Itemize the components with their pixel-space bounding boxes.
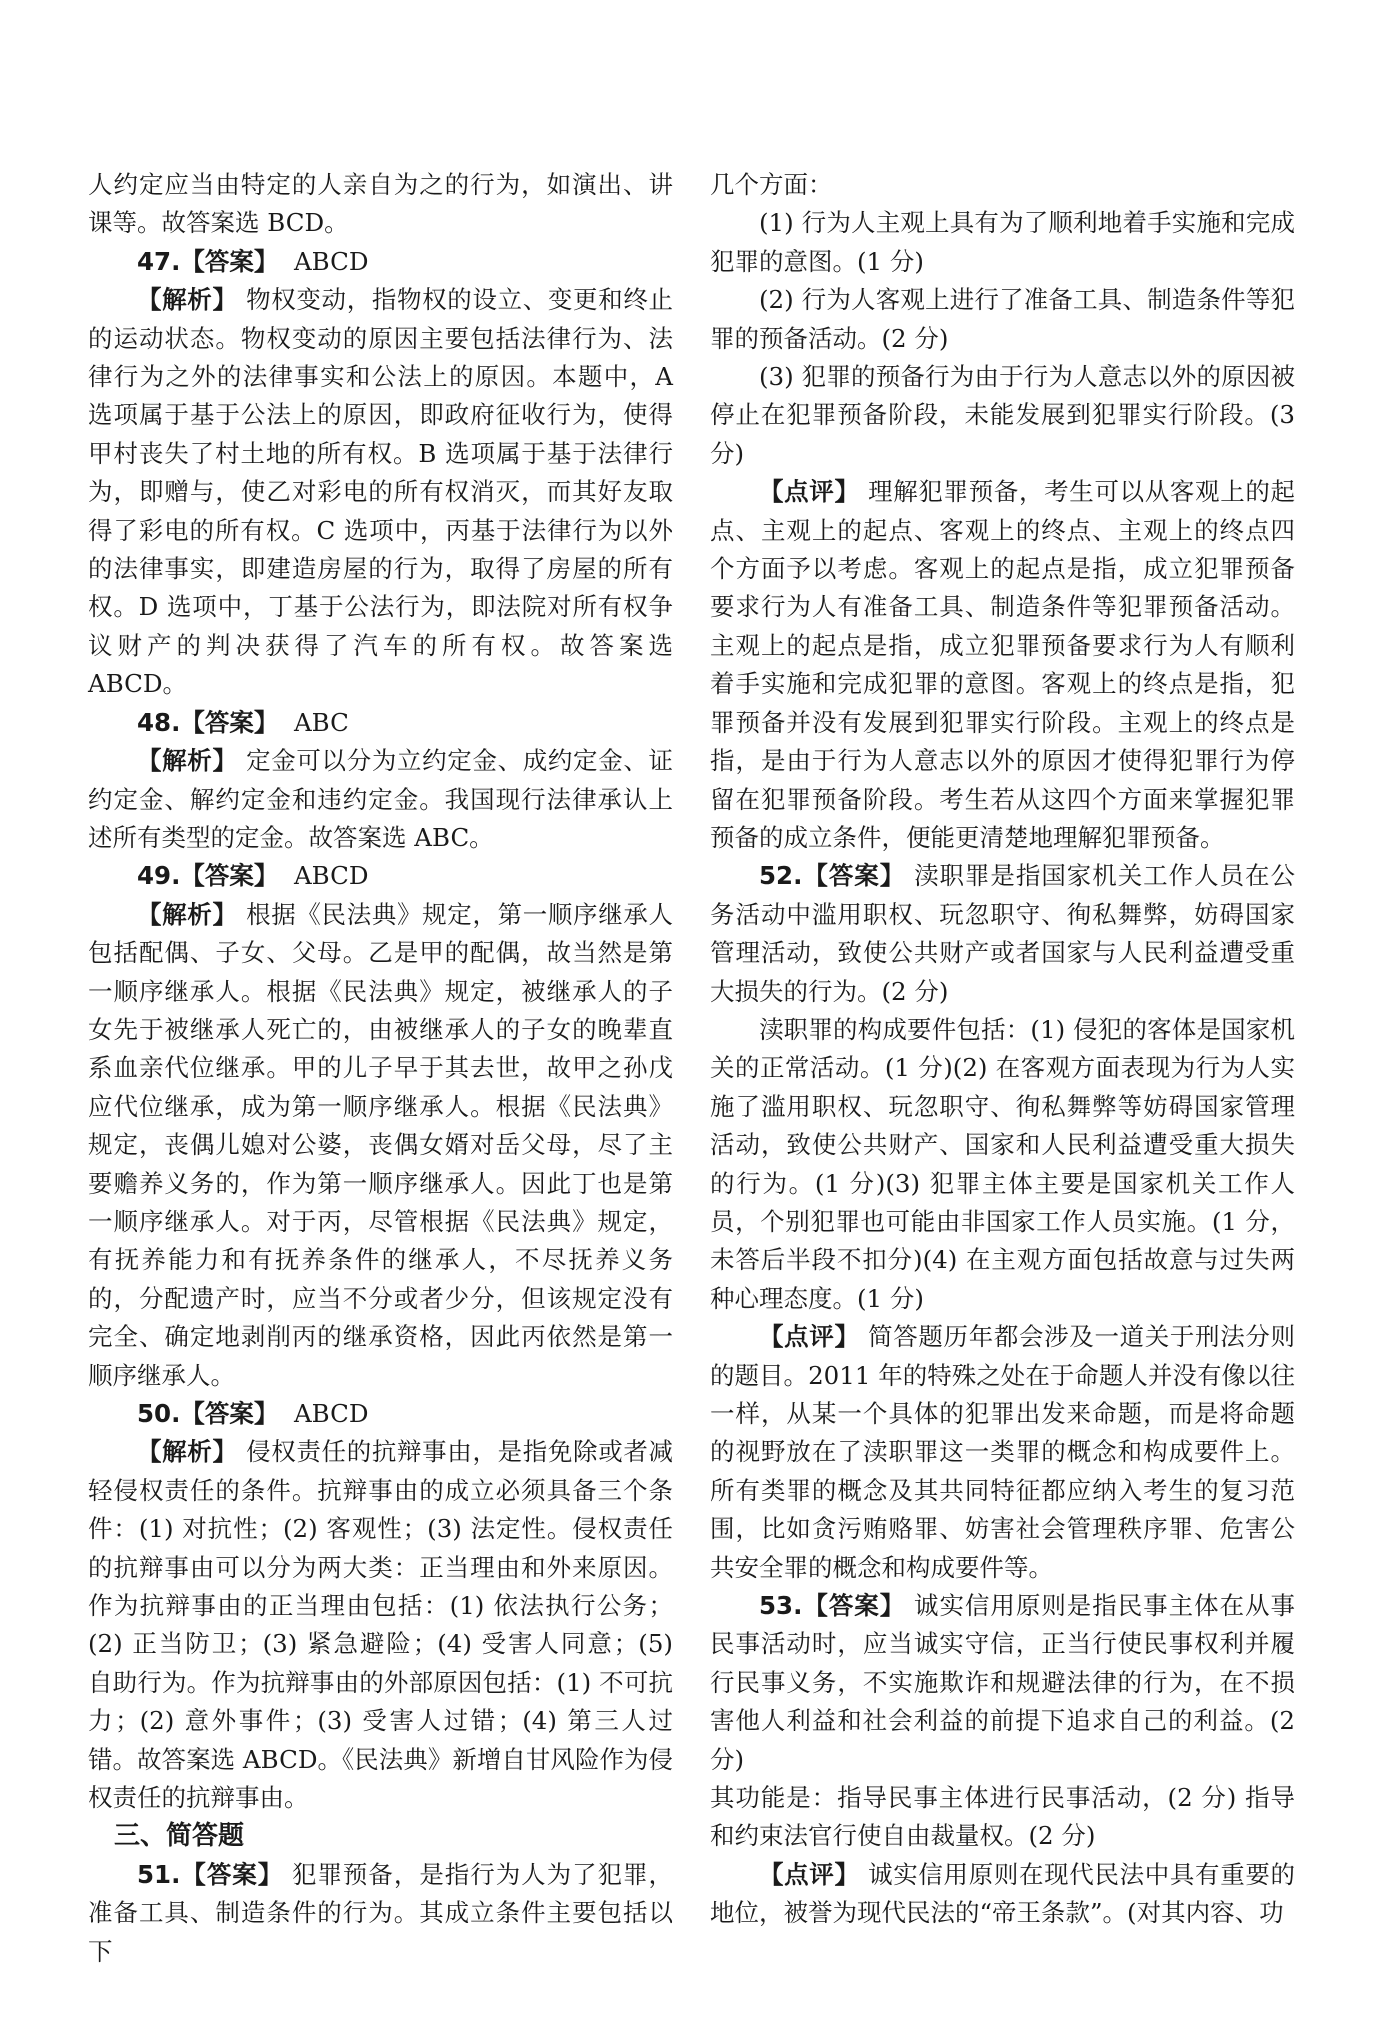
explanation-47 <box>88 281 673 703</box>
comment-53 <box>710 1856 1295 1933</box>
answer-value: ABCD <box>293 246 369 276</box>
question-number: 50. <box>137 1399 181 1428</box>
answer-52 <box>710 857 1295 1011</box>
answer-value: ABCD <box>293 861 369 891</box>
paragraph: 其功能是：指导民事主体进行民事活动，(2 分) 指导和约束法官行使自由裁量权。(2 分) <box>710 1783 1295 1851</box>
question-number: 49. <box>137 861 181 891</box>
left-column <box>88 166 673 1971</box>
answer-text: 犯罪预备，是指行为人为了犯罪，准备工具、制造条件的行为。其成立条件主要包括以下 <box>88 1859 674 1966</box>
right-column <box>710 166 1295 1933</box>
question-number: 53. <box>759 1591 803 1621</box>
list-item: (2) 行为人客观上进行了准备工具、制造条件等犯罪的预备活动。(2 分) <box>710 285 1295 353</box>
explanation-50 <box>88 1433 673 1817</box>
comment-52 <box>710 1318 1295 1587</box>
comment-text: 诚实信用原则在现代民法中具有重要的地位，被誉为现代民法的“帝王条款”。(对其内容、功 <box>710 1859 1296 1928</box>
answer-53 <box>710 1587 1295 1779</box>
explanation-tag: 【解析】 <box>137 285 238 315</box>
section-heading: 三、简答题 <box>114 1821 245 1852</box>
question-number: 51. <box>137 1859 181 1889</box>
question-number: 47. <box>137 246 181 276</box>
comment-51 <box>710 473 1295 857</box>
answer-value: ABC <box>293 707 349 737</box>
explanation-text: 根据《民法典》规定，第一顺序继承人包括配偶、子女、父母。乙是甲的配偶，故当然是第一顺序继承人。根据《民法典》规定，被继承人的子女先于被继承人死亡的，由被继承人的子女的晚辈直系血亲代位继承。甲的儿子早于其去世，故甲之孙戊应代位继承，成为第一顺序继承人。根据《民法典》规定，丧偶儿媳对公婆，丧偶女婿对岳父母，尽了主要赡养义务的，作为第一顺序继承人。因此丁也是第一顺序继承人。对于丙，尽管根据《民法典》规定，有抚养能力和有抚养条件的继承人，不尽抚养义务的，分配遗产时，应当不分或者少分，但该规定没有完全、确定地剥削丙的继承资格，因此丙依然是第一顺序继承人。 <box>88 899 674 1390</box>
answer-tag: 【答案】 <box>180 246 279 276</box>
answer-tag: 【答案】 <box>802 1591 906 1621</box>
answer-text: 渎职罪是指国家机关工作人员在公务活动中滥用职权、玩忽职守、徇私舞弊，妨碍国家管理活动，致使公共财产或者国家与人民利益遭受重大损失的行为。(2 分) <box>710 861 1296 1006</box>
paragraph: 几个方面： <box>710 170 833 199</box>
answer-value: ABCD <box>293 1399 369 1428</box>
answer-tag: 【答案】 <box>180 1859 284 1889</box>
paragraph: 渎职罪的构成要件包括：(1) 侵犯的客体是国家机关的正常活动。(1 分)(2) 在客观方面表现为行为人实施了滥用职权、玩忽职守、徇私舞弊等妨碍国家管理活动，致使公共财产、国家和人民利益遭受重大损失的行为。(1 分)(3) 犯罪主体主要是国家机关工作人员，个别犯罪也可能由非国家工作人员实施。(1 分，未答后半段不扣分)(4) 在主观方面包括故意与过失两种心理态度。(1 分) <box>710 1014 1295 1313</box>
explanation-tag: 【解析】 <box>137 899 238 929</box>
answer-50 <box>88 1395 673 1433</box>
comment-tag: 【点评】 <box>759 1322 860 1352</box>
explanation-tag: 【解析】 <box>137 746 238 776</box>
comment-text: 理解犯罪预备，考生可以从客观上的起点、主观上的起点、客观上的终点、主观上的终点四个方面予以考虑。客观上的起点是指，成立犯罪预备要求行为人有准备工具、制造条件等犯罪预备活动。主观上的起点是指，成立犯罪预备要求行为人有顺利着手实施和完成犯罪的意图。客观上的终点是指，犯罪预备并没有发展到犯罪实行阶段。主观上的终点是指，是由于行为人意志以外的原因才使得犯罪行为停留在犯罪预备阶段。考生若从这四个方面来掌握犯罪预备的成立条件，便能更清楚地理解犯罪预备。 <box>710 477 1296 852</box>
comment-text: 简答题历年都会涉及一道关于刑法分则的题目。2011 年的特殊之处在于命题人并没有像以往一样，从某一个具体的犯罪出发来命题，而是将命题的视野放在了渎职罪这一类罪的概念和构成要件上。所有类罪的概念及其共同特征都应纳入考生的复习范围，比如贪污贿赂罪、妨害社会管理秩序罪、危害公共安全罪的概念和构成要件等。 <box>710 1322 1296 1582</box>
answer-tag: 【答案】 <box>180 707 279 737</box>
answer-47 <box>88 243 673 281</box>
answer-49 <box>88 857 673 895</box>
answer-tag: 【答案】 <box>180 861 279 891</box>
answer-tag: 【答案】 <box>180 1399 279 1428</box>
answer-text: 诚实信用原则是指民事主体在从事民事活动时，应当诚实守信，正当行使民事权利并履行民事义务，不实施欺诈和规避法律的行为，在不损害他人利益和社会利益的前提下追求自己的利益。(2 分) <box>710 1591 1296 1774</box>
explanation-text: 物权变动，指物权的设立、变更和终止的运动状态。物权变动的原因主要包括法律行为、法律行为之外的法律事实和公法上的原因。本题中，A 选项属于基于公法上的原因，即政府征收行为，使得甲村丧失了村土地的所有权。B 选项属于基于法律行为，即赠与，使乙对彩电的所有权消灭，而其好友取得了彩电的所有权。C 选项中，丙基于法律行为以外的法律事实，即建造房屋的行为，取得了房屋的所有权。D 选项中，丁基于公法行为，即法院对所有权争议财产的判决获得了汽车的所有权。故答案选 ABCD。 <box>88 285 674 699</box>
question-number: 52. <box>759 861 803 891</box>
answer-48 <box>88 704 673 742</box>
list-item: (1) 行为人主观上具有为了顺利地着手实施和完成犯罪的意图。(1 分) <box>710 208 1295 276</box>
list-item: (3) 犯罪的预备行为由于行为人意志以外的原因被停止在犯罪预备阶段，未能发展到犯罪实行阶段。(3 分) <box>710 362 1295 468</box>
comment-tag: 【点评】 <box>759 477 860 507</box>
question-number: 48. <box>137 707 181 737</box>
explanation-text: 侵权责任的抗辩事由，是指免除或者减轻侵权责任的条件。抗辩事由的成立必须具备三个条件：(1) 对抗性；(2) 客观性；(3) 法定性。侵权责任的抗辩事由可以分为两大类：正当理由和外来原因。作为抗辩事由的正当理由包括：(1) 依法执行公务；(2) 正当防卫；(3) 紧急避险；(4) 受害人同意；(5) 自助行为。作为抗辩事由的外部原因包括：(1) 不可抗力；(2) 意外事件；(3) 受害人过错；(4) 第三人过错。故答案选 ABCD。《民法典》新增自甘风险作为侵权责任的抗辩事由。 <box>88 1437 674 1813</box>
answer-51 <box>88 1856 673 1971</box>
answer-tag: 【答案】 <box>802 861 906 891</box>
explanation-49 <box>88 896 673 1395</box>
explanation-text: 定金可以分为立约定金、成约定金、证约定金、解约定金和违约定金。我国现行法律承认上述所有类型的定金。故答案选 ABC。 <box>88 746 674 852</box>
comment-tag: 【点评】 <box>759 1859 860 1889</box>
paragraph: 人约定应当由特定的人亲自为之的行为，如演出、讲课等。故答案选 BCD。 <box>88 170 673 238</box>
explanation-tag: 【解析】 <box>137 1437 238 1467</box>
explanation-48 <box>88 742 673 857</box>
